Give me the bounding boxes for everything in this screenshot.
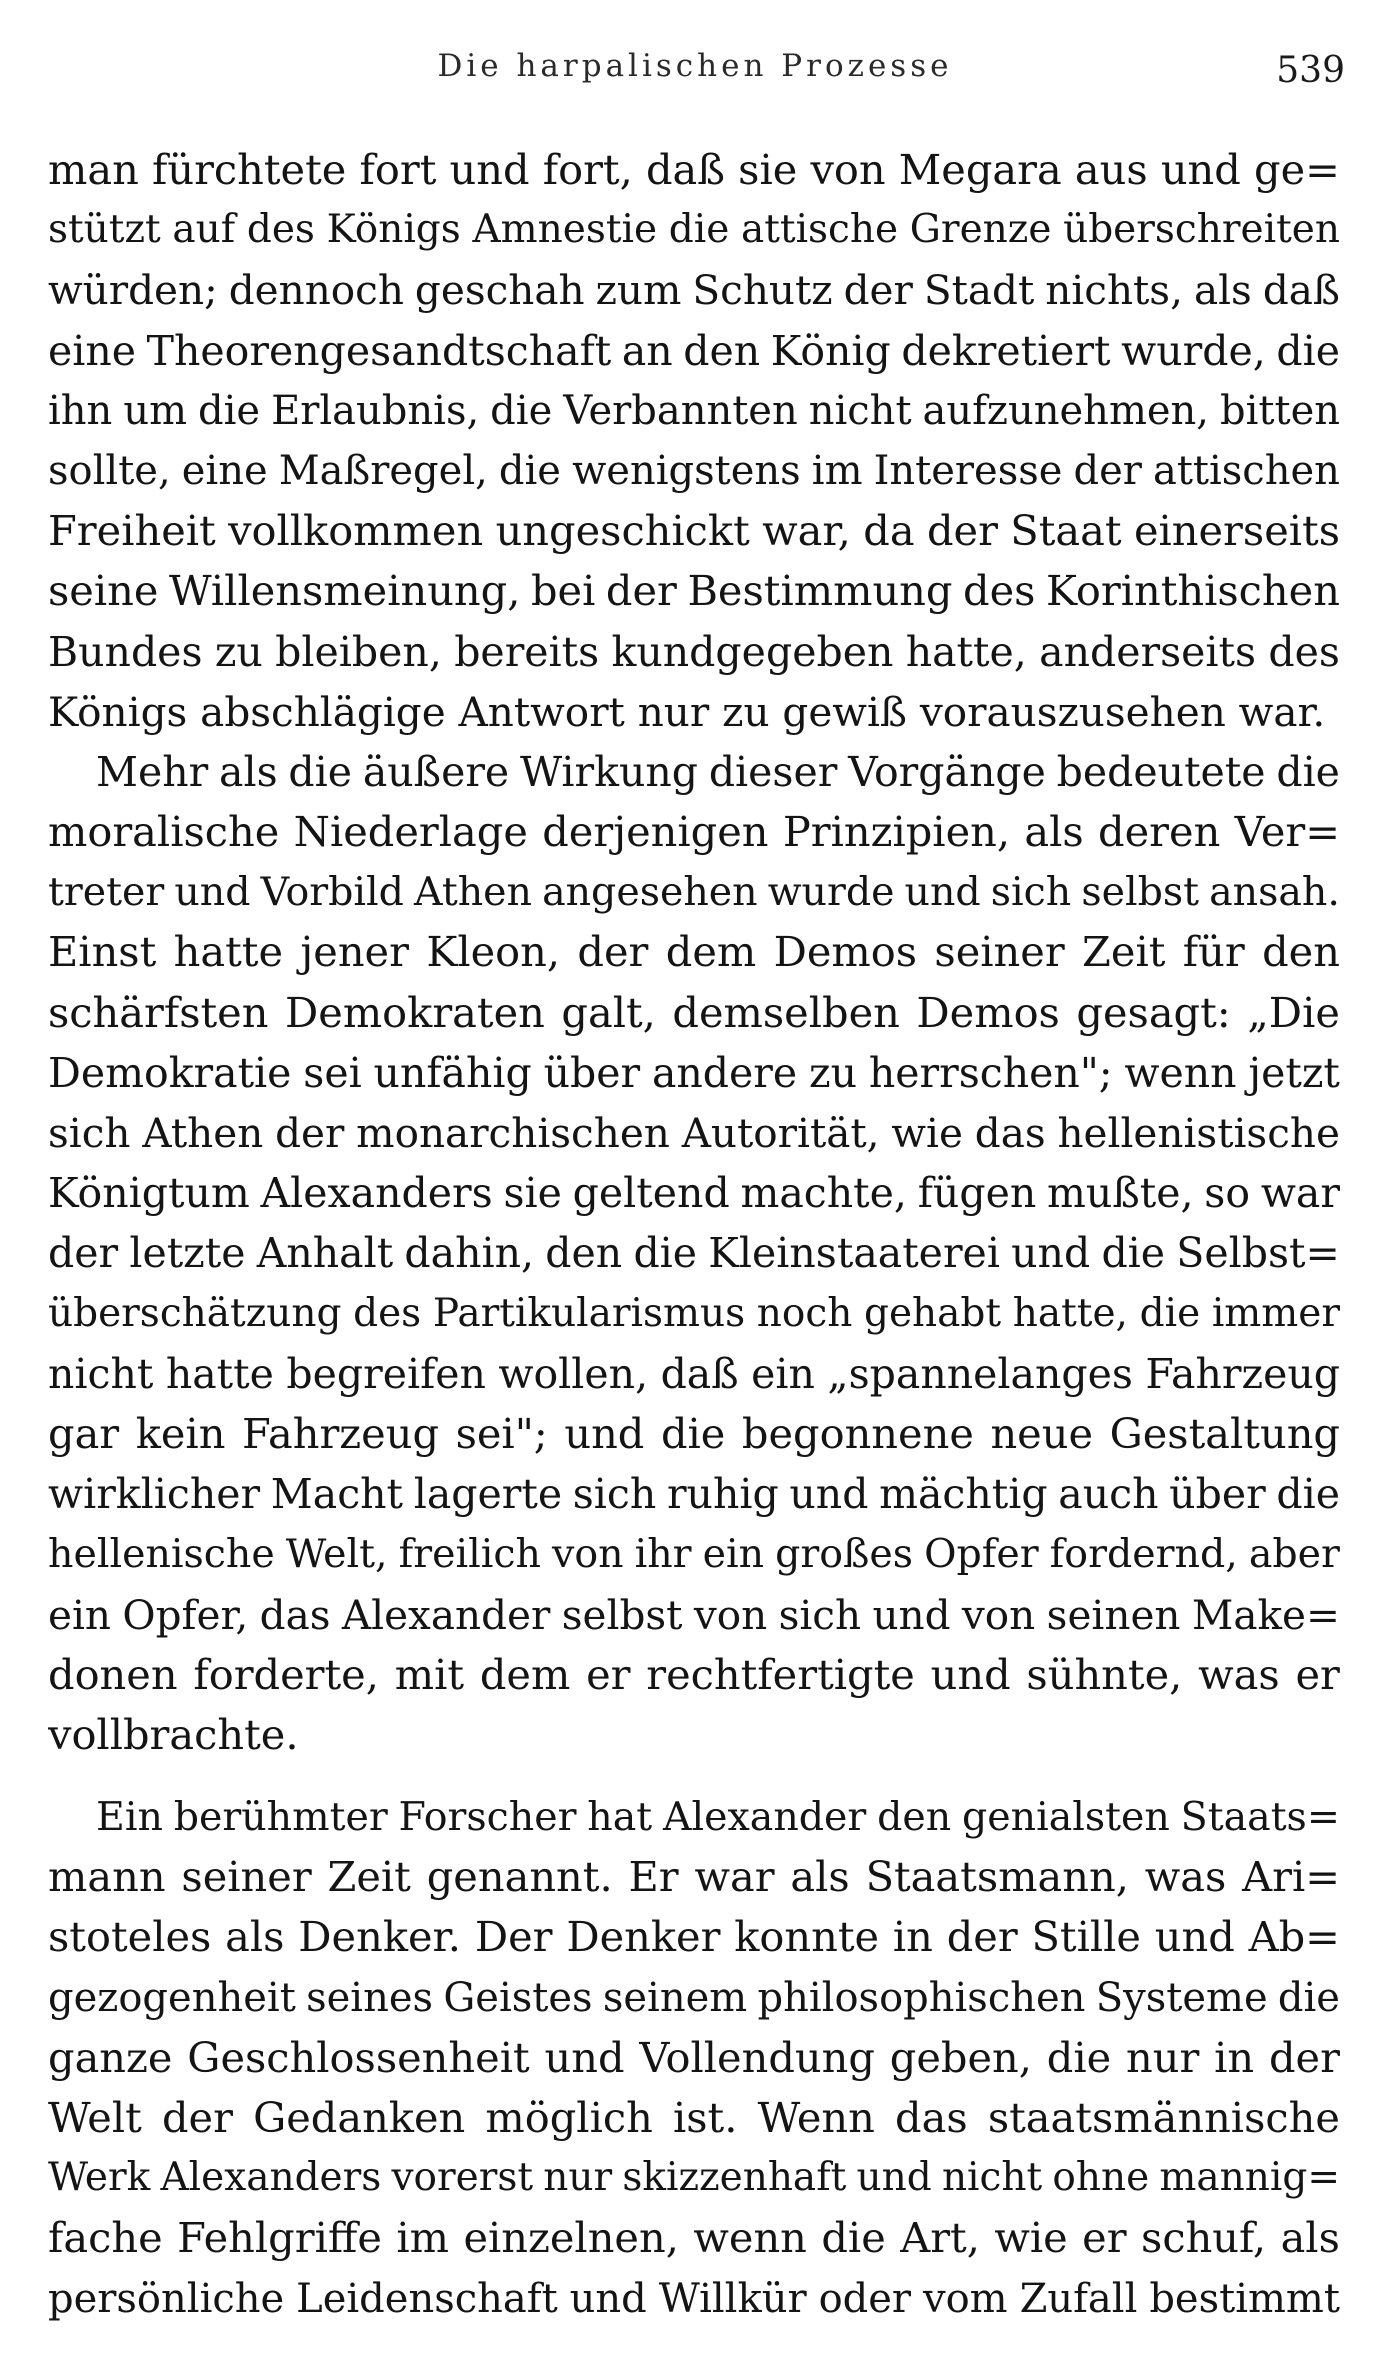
text-line: schärfsten Demokraten galt, demselben Demos gesagt: „Die xyxy=(48,987,1340,1037)
text-line: seine Willensmeinung, bei der Bestimmung des Korinthischen xyxy=(48,566,1340,616)
paragraph xyxy=(48,742,1340,1765)
text-line: treter und Vorbild Athen angesehen wurde und sich selbst ansah. xyxy=(48,869,1340,916)
text-line: Welt der Gedanken möglich ist. Wenn das staatsmännische xyxy=(48,2093,1340,2142)
text-line: donen forderte, mit dem er rechtfertigte und sühnte, was er xyxy=(48,1649,1340,1699)
text-line: stützt auf des Königs Amnestie die attische Grenze überschreiten xyxy=(48,207,1340,253)
body-text xyxy=(48,140,1340,2329)
text-line: ihn um die Erlaubnis, die Verbannten nicht aufzunehmen, bitten xyxy=(48,387,1340,434)
text-line: man fürchtete fort und fort, daß sie von Megara aus und ge= xyxy=(48,145,1340,194)
paragraph xyxy=(48,1787,1340,2329)
text-line: ein Opfer, das Alexander selbst von sich und von seinen Make= xyxy=(48,1590,1340,1639)
text-line: überschätzung des Partikularismus noch gehabt hatte, die immer xyxy=(48,1290,1340,1336)
text-line: vollbrachte. xyxy=(48,1709,299,1759)
text-line: sich Athen der monarchischen Autorität, wie das hellenistische xyxy=(48,1109,1340,1157)
text-line: Mehr als die äußere Wirkung dieser Vorgänge bedeutete die xyxy=(96,747,1340,796)
text-line: Königs abschlägige Antwort nur zu gewiß vorauszusehen war. xyxy=(48,687,1326,736)
text-line: gezogenheit seines Geistes seinem philosophischen Systeme die xyxy=(48,1974,1340,2021)
text-line: eine Theorengesandtschaft an den König dekretiert wurde, die xyxy=(48,326,1340,375)
text-line: mann seiner Zeit genannt. Er war als Staatsmann, was Ari= xyxy=(48,1852,1340,1902)
text-line: hellenische Welt, freilich von ihr ein großes Opfer fordernd, aber xyxy=(48,1531,1340,1578)
text-line: wirklicher Macht lagerte sich ruhig und mächtig auch über die xyxy=(48,1470,1340,1519)
text-line: Königtum Alexanders sie geltend machte, fügen mußte, so war xyxy=(48,1169,1340,1218)
text-line: nicht hatte begreifen wollen, daß ein „spannelanges Fahrzeug xyxy=(48,1349,1340,1398)
text-line: Bundes zu bleiben, bereits kundgegeben hatte, anderseits des xyxy=(48,627,1340,676)
page-number: 539 xyxy=(1276,50,1345,91)
text-line: Ein berühmter Forscher hat Alexander den genialsten Staats= xyxy=(96,1794,1340,1841)
text-line: gar kein Fahrzeug sei"; und die begonnene neue Gestaltung xyxy=(48,1408,1340,1458)
text-line: Einst hatte jener Kleon, der dem Demos seiner Zeit für den xyxy=(48,927,1340,977)
text-line: sollte, eine Maßregel, die wenigstens im Interesse der attischen xyxy=(48,447,1340,494)
text-line: ganze Geschlossenheit und Vollendung geben, die nur in der xyxy=(48,2032,1340,2082)
text-line: Demokratie sei unfähig über andere zu herrschen"; wenn jetzt xyxy=(48,1048,1340,1097)
text-line: fache Fehlgriffe im einzelnen, wenn die Art, wie er schuf, als xyxy=(48,2213,1340,2263)
paragraph xyxy=(48,140,1340,742)
text-line: Werk Alexanders vorerst nur skizzenhaft und nicht ohne mannig= xyxy=(48,2155,1340,2201)
running-title: Die harpalischen Prozesse xyxy=(437,48,953,84)
text-line: würden; dennoch geschah zum Schutz der Stadt nichts, als daß xyxy=(48,266,1340,315)
text-line: Freiheit vollkommen ungeschickt war, da der Staat einerseits xyxy=(48,506,1340,556)
text-line: der letzte Anhalt dahin, den die Kleinstaaterei und die Selbst= xyxy=(48,1229,1340,1278)
page-header xyxy=(45,48,1345,98)
paragraph-gap xyxy=(48,1765,1340,1787)
text-line: moralische Niederlage derjenigen Prinzipien, als deren Ver= xyxy=(48,807,1340,857)
text-line: stoteles als Denker. Der Denker konnte in der Stille und Ab= xyxy=(48,1912,1340,1962)
text-line: persönliche Leidenschaft und Willkür oder vom Zufall bestimmt xyxy=(48,2275,1340,2322)
